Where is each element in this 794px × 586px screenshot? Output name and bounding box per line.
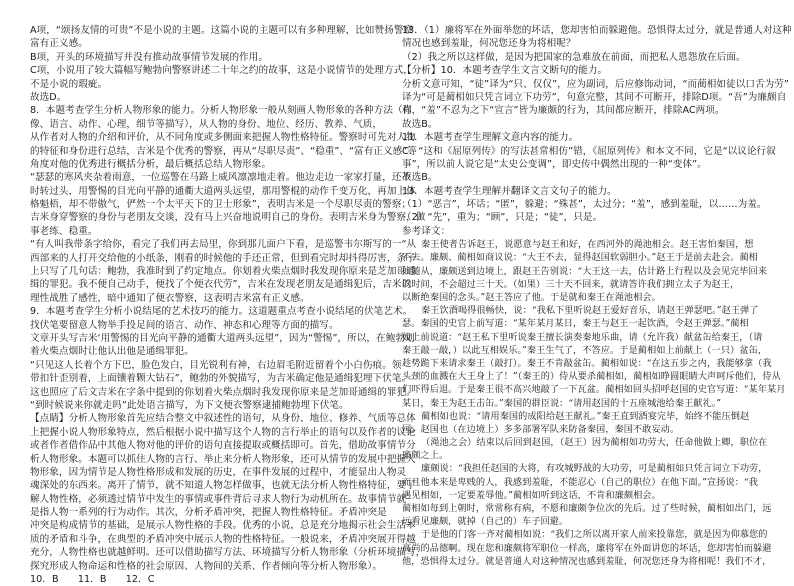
right-text-line: 们吓得后退。于是秦王很不高兴地敲了一下瓦盆。蔺相如回头招呼赵国的史官写道：“某年某月 [402,384,786,396]
left-text-line: 时转过头，用警惕的目光向平静的通衢大道两头远望，那用警棍的动作千变万化，再加上体 [30,185,416,197]
left-text-line: 带扣针歪别着，上面镶着颗大钻石”，鲍勃的外貌描写，为吉米确定他是通缉犯埋下伏笔。 [30,373,412,385]
left-text-line: 是指人物一系列的行为动作。其次，分析矛盾冲突，把握人物性格特征。矛盾冲突是 [30,507,387,519]
right-text-line: 不去。廉颇、蔺相如商议说：“大王不去，显得赵国软弱胆小。”赵王于是前去赴会。蔺相 [402,252,758,264]
left-text-line: “只见这人长着个方下巴，脸色发白，目光锐利有神，右边眉毛附近留着个小白伤痕。领 [30,359,402,371]
right-text-line: （1）“恶言”，坏话；“匿”，躲避；“殊甚”，太过分；“羞”，感到羞耻，以……为羞。 [402,199,767,211]
left-text-line: 从作者对人物的介绍和评价，从不同角度或多侧面来把握人物性格特征。警察时可先对人物 [30,132,416,144]
left-text-line: 冲突是构成情节的基础，是展示人物性格的手段。优秀的小说，总是充分地揭示社会生活本 [30,520,416,532]
left-text-line: 8．本题考查学生分析人物形象的能力。分析人物形象一般从刻画人物形象的各种方法（肖 [30,105,413,117]
left-text-line: 或者作者借作品中其他人物对他的评价的语句直接提取或概括即可。首先，借助故事情节分 [30,440,416,452]
left-text-line: 吉米身穿警察的身份与老朋友交谈，没有马上兴奋地说明自己的身份。表明吉米身为警察，做 [30,212,426,224]
left-text-line: 探究形成人物命运和性格的社会原因、人物间的关系、作者倾向等分析人物形象）。 [30,560,383,572]
right-text-line: 而且他本来是卑贱的人，我感到羞耻，不能忍心（自己的职位）在他下面。”宣扬说：“我 [402,476,758,488]
right-text-line: 廉颇之上。 [402,450,449,462]
right-text-line: 如上前说道：“赵王私下里听说秦王擅长演奏秦地乐曲，请（允许我）献盆缶给秦王，（请 [402,331,763,343]
right-column [402,24,792,567]
right-text-line: 秦王饮酒喝得很畅快，说：“我私下里听说赵王爱好音乐，请赵王弹瑟吧。”赵王弹了 [421,305,759,317]
right-text-line: 廉颇说：“我担任赵国的大将，有攻城野战的大功劳，可是蔺相如只凭言词立下功劳， [421,463,768,475]
left-text-line: 故选D。 [30,91,67,103]
right-text-line: 蔺相如也说：“请用秦国的成阳给赵王献礼。”秦王直到酒宴完毕，始终不能压倒赵 [421,410,750,422]
right-text-line: 事”，所以前人说它是“太史公变调”，即史传中偶然出现的一种“变体”。 [402,158,707,170]
left-text-line: 角度对他的优秀进行概括分析，最后概括总结人物形象。 [30,158,272,170]
left-text-line: 这也照应了后文吉米在字条中提到的你划着火柴点烟时我发现你原来是芝加哥通缉的罪犯。 [30,386,416,398]
left-text-line: 析人物形象。本题可以抓住人物的言行、举止来分析人物形象，还可从情节的发展中把握人 [30,453,416,465]
left-text-line: 物形象，因为情节是人物性格形成和发展的历史，在事件发展的过程中，才能显出人物灵 [30,466,407,478]
right-text-line: 译为“可是蔺相如只凭言词立下功劳”，句意完整，其间不可断开，排除D项。“吾”为廉颇自 [402,91,787,103]
left-text-line: 缉的罪犯。我不便自己动手，便找了个便衣代劳”，吉米在发现老朋友是通缉犯后，吉米以 [30,279,412,291]
left-text-line: 魂深处的东西来。离开了情节，就不知道人物怎样做事，也就无法分析人物性格特征，要了 [30,480,416,492]
left-text-line: 富有正义感。 [30,38,88,50]
right-text-line: 分析文意可知，“徒”译为“只、仅仅”，应为副词，后应修饰动词，“而蔺相如徒以口舌为劳” [402,78,789,90]
right-text-line: 趁势跪下来请求秦王（敲打）。秦王不肯敲盆缶。蔺相如说：“在这五步之内，我能够拿（我 [402,357,772,369]
right-text-line: 11．本题考查学生理解文意内容的能力。 [402,132,579,144]
right-text-line: 的时间，不会超过三十天。（如果）三十天不回来，就请答许我们拥立太子为赵王， [402,278,740,290]
right-text-line: 【分析】10．本题考查学生文言文断句的能力。 [402,65,608,77]
left-text-line: 充分，人物性格也就越鲜明。还可以借助描写方法、环境描写分析人物形象（分析环境描写， [30,547,426,559]
right-text-line: 某日，秦王为赵王击缶。”秦国的群臣说：“请用赵国的十五座城池给秦王献礼。” [402,397,722,409]
right-text-line: 于是他的门客一齐对蔺相如说：“我们之所以离开家人前来投靠您，就是因为仰慕您的 [421,529,768,541]
left-text-line: 文章开头写吉米‘用警惕的目光向平静的通衢大道两头远望”，因为“警惕”，所以，在鲍勃划 [30,332,415,344]
right-text-line: （2）我之所以这样做，是因为把国家的急难放在前面，而把私人恩怨放在后面。 [402,51,746,63]
left-text-line: 【点睛】分析人物形象首先应结合整文中叙述性的语句，从身份、地位、修养、气质等总体 [30,413,416,425]
right-text-line: 13．（1）廉将军在外面举您的坏话，您却害怕而躲避他。恐惧得太过分，就是普通人对这种 [402,25,792,36]
right-text-line: （渑池之会）结束以后回到赵国，（赵王）因为蔺相如功劳大，任命他做上卿，职位在 [421,437,768,449]
right-text-line: 以断绝秦国的念头。”赵王答应了他。于是就和秦王在渑池相会。 [402,292,661,303]
left-text-line: 上把握小说人物形象特点，然后根据小说中描写这个人物的言行举止的语句以及作者的议论 [30,426,416,438]
right-text-line: 秦王使者告诉赵王，说愿意与赵王和好，在西河外的渑池相会。赵王害怕秦国，想 [421,239,754,251]
right-text-line: 故选B。 [402,172,438,184]
right-text-line: 如随从，廉颇送到边境上，跟赵王告别说：“大王这一去，估计路上行程以及会见完毕回来 [402,265,768,277]
left-text-line: 上只写了几句话：鲍勃，我准时到了约定地点。你划着火柴点烟时我发现你原来是芝加哥通 [30,266,416,278]
right-text-line: 国。赵国也（在边境上）多多部署军队来防备秦国，秦国不敢妄动。 [402,423,680,435]
left-text-line: 的特征和身份进行总结，吉米是个优秀的警察，再从“尽职尽责”、“稳重”、“富有正义感”等 [30,145,417,157]
right-text-line: 瑟。秦国的史官上前写道：“某年某月某日，秦王与赵王一起饮酒，令赵王弹瑟。”蔺相 [402,318,749,330]
right-text-line: 13．本题考查学生理解并翻译文言文句子的能力。 [402,185,617,197]
right-text-line: 高尚的品德啊。现在您和廉颇将军职位一样高，廉将军在外面讲您的坏话，您却害怕而躲避 [402,542,772,554]
left-text-line: 事老练、稳重。 [30,225,98,237]
right-text-line: 参考译文： [402,225,451,237]
left-text-line: 理性战胜了感性，暗中通知了便衣警察，这表明吉米富有正义感。 [30,292,310,304]
right-text-line: 蔺相如每到上朝时，常常称有病，不愿和廉颇争位次的先后。过了些时候，蔺相如出门，远 [402,503,772,514]
right-text-line: 遇见相如，一定要羞辱他。”蔺相如听到这话，不肯和廉颇相会。 [402,489,661,501]
left-text-line: 像、语言、动作、心理，细节等描写），从人物的身份、地位、经历、教养、气质， [30,118,383,130]
right-text-line: （2）“先”，重为；“顾”，只是；“徒”，只是。 [402,212,603,224]
left-text-line: C项，小说用了较大篇幅写鲍勃向警察讲述二十年之约的故事，这是小说情节的处理方式， [30,65,413,77]
right-text-line: 情况也感到羞耻，何况您还身为将相呢？ [402,38,576,50]
left-text-line: 10．B 11．B 12．C [30,574,155,586]
left-text-line: 着火柴点烟时让他认出他是通缉罪犯。 [30,346,194,358]
left-text-line: B项，开头的环境描写并没有推动故事情节发展的作用。 [30,51,269,63]
right-text-line: C．“这和《屈原列传》的写法甚常相仿”错，《屈原列传》和本文不同，它是“以议论行叙 [402,145,776,157]
left-text-line: 西部来的人打开交给他的小纸条，刚看的时候他的手还正常，但到看完时却抖得厉害，条子 [30,252,416,264]
left-text-line: A项，“颂扬友情的可贵”不是小说的主题。这篇小说的主题可以有多种理解，比如赞扬警察 [30,25,414,36]
left-text-line: 质的矛盾和斗争，在典型的矛盾冲突中展示人物的性格特征。一般说来，矛盾冲突展开得越 [30,533,416,545]
right-text-line: 秦王敲一敲，）以此互相娱乐。”秦王生气了，不答应。于是蔺相如上前献上（一只）盆缶， [402,344,768,356]
right-text-line: 远看见廉颇，就掉（自己的）车子回避。 [402,516,569,528]
right-text-line: 他，恐惧得太过分。就是普通人对这种情况也感到羞耻，何况您还身为将相呢！我们不才， [402,555,772,567]
right-text-line: 称，“羞”不忍为之下“宣言”皆为廉颇的行为，其间都应断开，排除AC两项。 [402,105,725,117]
right-text-line: 故选B。 [402,118,438,130]
left-text-line: 找伏笔要留意人物举手投足间的语言、动作、神态和心理等方面的描写。 [30,319,339,331]
left-text-line: 格魁梧，却不带傲气，俨然一个太平天下的卫士形象”，表明吉米是一个尽职尽责的警察； [30,199,412,211]
left-text-line: “瑟瑟的寒风夹杂着雨意，一位巡警在马路上威风凛凛地走着。他边走边一家家打量，还不 [30,172,412,184]
left-text-line: 解人物性格，必须透过情节中发生的事情或事件背后寻求人物行为动机所在。故事情节就 [30,493,407,505]
left-text-line: 不是小说的瑕疵。 [30,78,108,90]
left-text-line: “到时候说来你就走吗”此处语言描写，为下文便衣警察逮捕鲍勃埋下伏笔。 [30,399,349,411]
left-text-line: “有人叫我带条字给你，看完了我们再去局里，你到那儿面户下看，是巡警韦尔斯写的一“从 [30,239,417,251]
left-text-line: 9．本题考查学生分析小说结尾的艺术技巧的能力。这道题重点考查小说结尾的伏笔艺术。 [30,306,413,318]
right-text-line: 头颈的血溅在大王身上了！”（秦王的）侍从要杀蔺相如，蔺相如睁圆眼睛大声呵斥他们，侍从 [402,371,781,383]
